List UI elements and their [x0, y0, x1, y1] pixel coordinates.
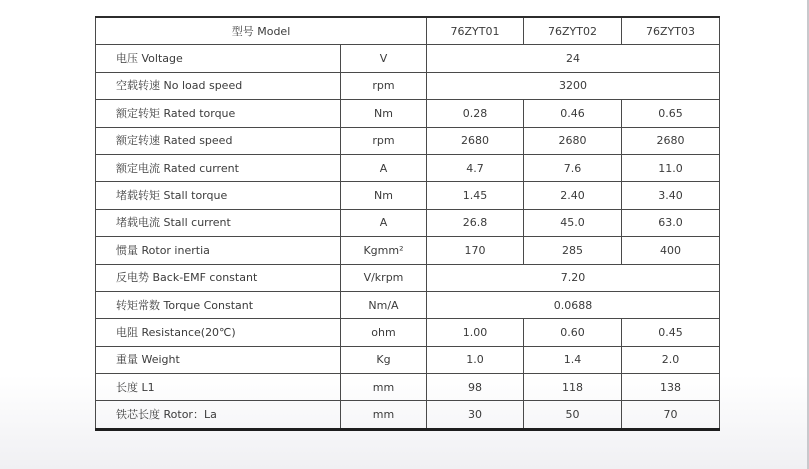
value-cell: 30	[427, 401, 524, 429]
value-cell: 285	[524, 237, 622, 264]
value-cell: 98	[427, 374, 524, 401]
table-row	[96, 291, 720, 318]
param-label: 堵载电流 Stall current	[96, 209, 341, 236]
table-row	[96, 45, 720, 72]
value-cell: 0.65	[622, 100, 720, 127]
spec-table-body	[96, 17, 720, 429]
unit-cell: Nm/A	[341, 291, 427, 318]
param-label: 额定转矩 Rated torque	[96, 100, 341, 127]
param-label: 长度 L1	[96, 374, 341, 401]
param-label: 额定转速 Rated speed	[96, 127, 341, 154]
value-cell: 2.40	[524, 182, 622, 209]
shared-value-cell: 24	[427, 45, 720, 72]
shared-value-cell: 3200	[427, 72, 720, 99]
param-label: 电压 Voltage	[96, 45, 341, 72]
unit-cell: mm	[341, 374, 427, 401]
value-cell: 7.6	[524, 154, 622, 181]
table-row	[96, 182, 720, 209]
value-cell: 70	[622, 401, 720, 429]
value-cell: 1.0	[427, 346, 524, 373]
value-cell: 1.4	[524, 346, 622, 373]
value-cell: 138	[622, 374, 720, 401]
value-cell: 45.0	[524, 209, 622, 236]
table-row	[96, 209, 720, 236]
value-cell: 63.0	[622, 209, 720, 236]
unit-cell: V/krpm	[341, 264, 427, 291]
unit-cell: Nm	[341, 100, 427, 127]
spec-sheet	[95, 16, 719, 431]
unit-cell: V	[341, 45, 427, 72]
table-row	[96, 401, 720, 429]
unit-cell: A	[341, 154, 427, 181]
table-row	[96, 319, 720, 346]
param-label: 额定电流 Rated current	[96, 154, 341, 181]
value-cell: 1.45	[427, 182, 524, 209]
param-label: 空载转速 No load speed	[96, 72, 341, 99]
table-row	[96, 346, 720, 373]
motor-spec-table	[95, 16, 720, 431]
shared-value-cell: 0.0688	[427, 291, 720, 318]
value-cell: 2680	[524, 127, 622, 154]
table-row	[96, 72, 720, 99]
unit-cell: A	[341, 209, 427, 236]
param-label: 惯量 Rotor inertia	[96, 237, 341, 264]
value-cell: 118	[524, 374, 622, 401]
value-cell: 2680	[427, 127, 524, 154]
unit-cell: Nm	[341, 182, 427, 209]
header-row	[96, 17, 720, 45]
model-header-76zyt01: 76ZYT01	[427, 17, 524, 45]
model-header-76zyt02: 76ZYT02	[524, 17, 622, 45]
value-cell: 2.0	[622, 346, 720, 373]
value-cell: 1.00	[427, 319, 524, 346]
shared-value-cell: 7.20	[427, 264, 720, 291]
value-cell: 400	[622, 237, 720, 264]
value-cell: 26.8	[427, 209, 524, 236]
param-label: 转矩常数 Torque Constant	[96, 291, 341, 318]
table-row	[96, 374, 720, 401]
unit-cell: rpm	[341, 127, 427, 154]
value-cell: 50	[524, 401, 622, 429]
value-cell: 0.28	[427, 100, 524, 127]
value-cell: 0.46	[524, 100, 622, 127]
unit-cell: Kg	[341, 346, 427, 373]
model-header-76zyt03: 76ZYT03	[622, 17, 720, 45]
table-row	[96, 127, 720, 154]
value-cell: 0.45	[622, 319, 720, 346]
value-cell: 0.60	[524, 319, 622, 346]
value-cell: 170	[427, 237, 524, 264]
param-label: 电阻 Resistance(20℃)	[96, 319, 341, 346]
value-cell: 3.40	[622, 182, 720, 209]
table-row	[96, 237, 720, 264]
param-label: 铁芯长度 Rotor：La	[96, 401, 341, 429]
value-cell: 11.0	[622, 154, 720, 181]
table-row	[96, 264, 720, 291]
param-label: 反电势 Back-EMF constant	[96, 264, 341, 291]
unit-cell: mm	[341, 401, 427, 429]
unit-cell: rpm	[341, 72, 427, 99]
table-row	[96, 100, 720, 127]
unit-cell: Kgmm²	[341, 237, 427, 264]
param-label: 重量 Weight	[96, 346, 341, 373]
table-row	[96, 154, 720, 181]
param-label: 堵载转矩 Stall torque	[96, 182, 341, 209]
value-cell: 4.7	[427, 154, 524, 181]
unit-cell: ohm	[341, 319, 427, 346]
model-header-label: 型号 Model	[96, 17, 427, 45]
value-cell: 2680	[622, 127, 720, 154]
